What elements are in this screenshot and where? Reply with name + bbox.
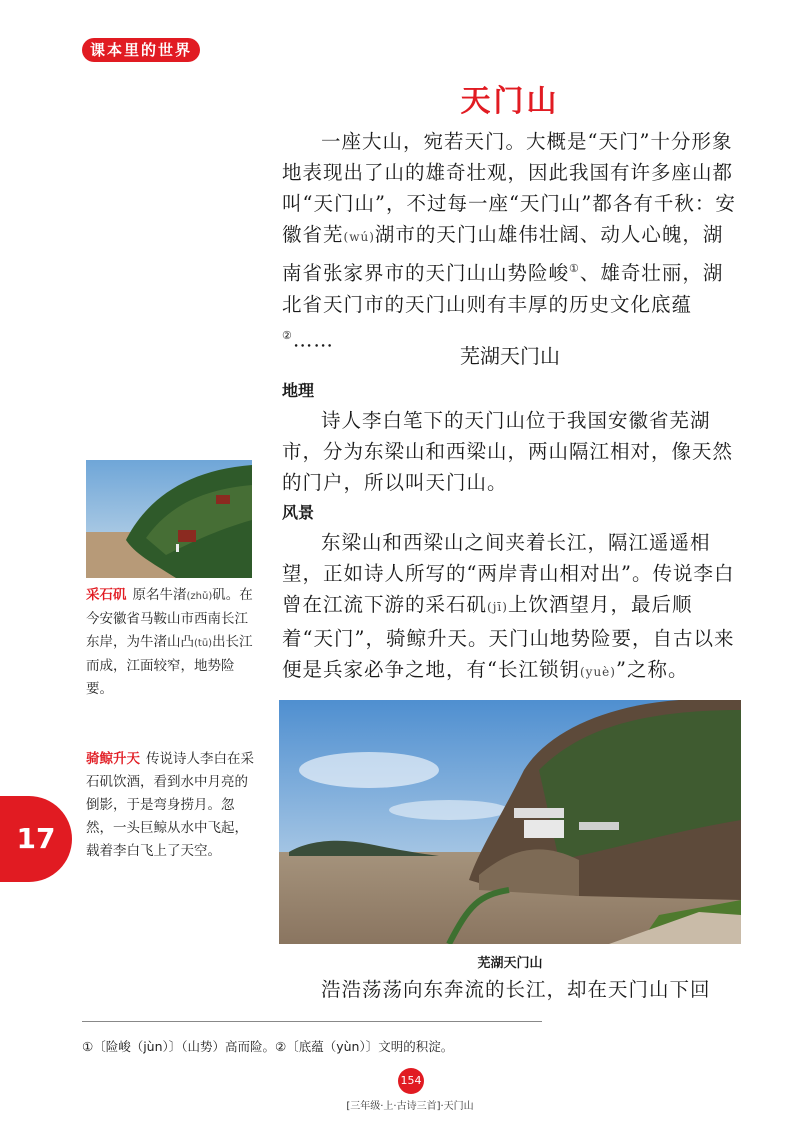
note-qijing: 骑鲸升天 传说诗人李白在采石矶饮酒，看到水中月亮的倒影，于是弯身捞月。忽然，一头巨鲸从水中飞起，载着李白飞上了天空。 (86, 751, 254, 859)
scenery-paragraph: 东梁山和西梁山之间夹着长江，隔江遥遥相望，正如诗人所写的“两岸青山相对出”。传说李白曾在江流下游的采石矶(jī)上饮酒望月，最后顺着“天门”，骑鲸升天。天门山地势险要，自古以来便是兵家必争之地，有“长江锁钥(yuè)”之称。 (282, 531, 735, 681)
photo-caption: 芜湖天门山 (477, 956, 543, 971)
footer-text: [三年级·上·古诗三首]·天门山 (346, 1101, 474, 1112)
note-caishiji: 采石矶 原名牛渚(zhǔ)矶。在今安徽省马鞍山市西南长江东岸，为牛渚山凸(tū)出长江而成，江面较窄，地势险要。 (86, 587, 253, 697)
geo-paragraph: 诗人李白笔下的天门山位于我国安徽省芜湖市，分为东梁山和西梁山，两山隔江相对，像天然的门户，所以叫天门山。 (282, 409, 734, 494)
page-number: 154 (398, 1068, 424, 1094)
tianmenshan-photo (279, 700, 741, 944)
page-tab: 17 (0, 796, 72, 882)
footnote-divider (82, 1021, 542, 1022)
intro-paragraph: 一座大山，宛若天门。大概是“天门”十分形象地表现出了山的雄奇壮观，因此我国有许多座山都叫“天门山”，不过每一座“天门山”都各有千秋：安徽省芜(wú)湖市的天门山雄伟壮阔、动人心魄，湖南省张家界市的天门山山势险峻①、雄奇壮丽，湖北省天门市的天门山则有丰厚的历史文化底蕴②…… (282, 130, 736, 351)
section-title: 芜湖天门山 (460, 344, 560, 368)
page-title: 天门山 (460, 84, 560, 119)
footnote: ①〔险峻（jùn）〕（山势）高而险。②〔底蕴（yùn）〕文明的积淀。 (82, 1039, 454, 1054)
section-badge: 课本里的世界 (82, 38, 200, 62)
caishiji-photo (86, 460, 252, 578)
continuation-line: 浩浩荡荡向东奔流的长江，却在天门山下回 (321, 978, 711, 1001)
geo-label: 地理 (282, 381, 315, 400)
scenery-label: 风景 (282, 503, 315, 522)
